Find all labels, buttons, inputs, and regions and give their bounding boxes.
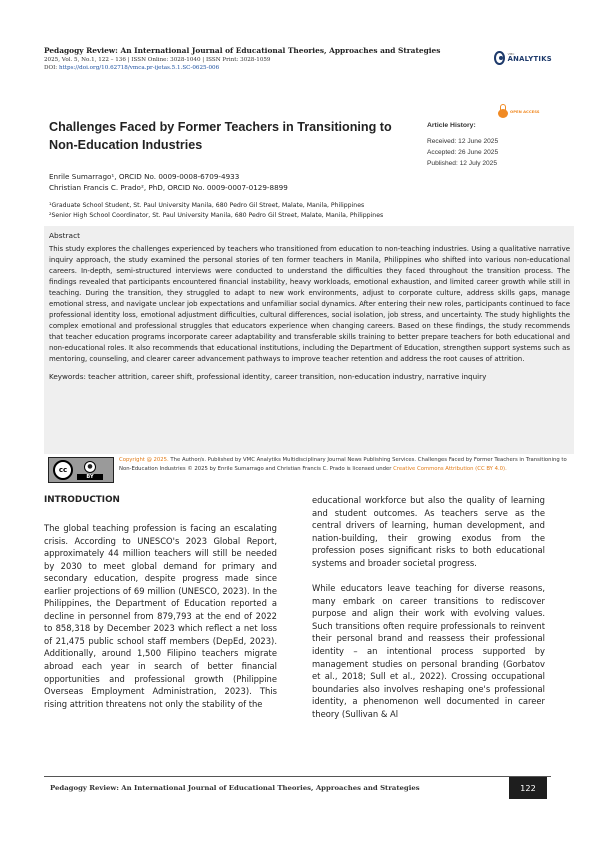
- affiliation-2: ²Senior High School Coordinator, St. Paul University Manila, 680 Pedro Gil Street, Malate, Manila, Philippines: [49, 212, 384, 219]
- article-history: [427, 120, 567, 169]
- copyright-label: Copyright @ 2025.: [119, 457, 169, 463]
- journal-meta: 2025, Vol. 5, No.1, 122 – 136 | ISSN Online: 3028-1040 | ISSN Print: 3028-1059: [44, 57, 271, 63]
- introduction-heading: INTRODUCTION: [44, 495, 120, 505]
- journal-header: [44, 46, 484, 72]
- license-block: [44, 456, 574, 486]
- logo-mark-icon: [494, 51, 505, 65]
- intro-paragraph-1: The global teaching profession is facing an escalating crisis. According to UNESCO's 2023 Global Report, approximately 44 million teachers will still be needed by 2030 to meet global demand for primary and secondary education, despite progress made since earlier projections of 69 million (UNESCO, 2023). In the Philippines, the Department of Education reported a decline in personnel from 879,793 at the end of 2022 to 858,318 by December 2023 which reflect a net loss of 21,475 public school staff members (DepEd, 2023). Additionally, around 1,500 Filipino teachers migrate abroad each year in search of better financial opportunities and professional growth (Philippine Overseas Employment Administration, 2023). This rising attrition threatens not only the stability of the: [44, 523, 277, 709]
- open-access-label: OPEN ACCESS: [510, 108, 540, 114]
- affiliation-1: ¹Graduate School Student, St. Paul University Manila, 680 Pedro Gil Street, Malate, Manila, Philippines: [49, 202, 365, 209]
- logo-name: ANALYTIKS: [507, 55, 552, 64]
- publisher-logo: [494, 50, 552, 66]
- author-1: Enrile Sumarrago¹, ORCID No. 0009-0008-6709-4933: [49, 172, 240, 181]
- history-accepted: Accepted: 26 June 2025: [427, 149, 499, 156]
- logo-small-text: VMC: [507, 52, 515, 57]
- journal-doi: [44, 64, 484, 72]
- cc-by-badge[interactable]: [48, 457, 114, 483]
- author-2: Christian Francis C. Prado², PhD, ORCID No. 0009-0007-0129-8899: [49, 182, 288, 192]
- abstract-text: This study explores the challenges experienced by teachers who transitioned from education to non-teaching industries. Using a qualitative narrative inquiry approach, the study examined the personal stories of ten former teachers in Manila, Philippines who shifted into various non-educational careers. In-depth, semi-structured interviews were conducted to understand the difficulties they faced throughout the transition process. The findings revealed that participants encountered financial instability, heavy workloads, emotional exhaustion, and limited career growth while still in teaching. During the transition, they struggled to adapt to new work environments, adjust to corporate culture, address skills gaps, manage emotional stress, and navigate unclear job expectations and unfamiliar social dynamics. After entering their new roles, participants continued to face professional identity loss, emotional adjustment difficulties, cultural differences, social isolation, job stress, and uncertainty. The study highlights the complex emotional and professional struggles that educators experience when changing careers. Based on these findings, the study recommends that teacher education programs incorporate career adaptability and transferable skills training to better prepare teachers for both educational and non-educational roles. It also recommends that educational institutions, including the Department of Education, strengthen support systems such as mentoring, counseling, and clearer career advancement pathways to improve teacher retention and address the root causes of attrition.: [49, 245, 570, 363]
- doi-label: DOI:: [44, 65, 58, 71]
- open-lock-icon: [498, 104, 508, 118]
- attribution-person-icon: ●: [84, 461, 96, 473]
- open-access-badge: [498, 104, 540, 118]
- paper-title: Challenges Faced by Former Teachers in Transitioning to Non-Education Industries: [49, 120, 392, 152]
- license-body: The Author/s. Published by VMC Analytiks Multidisciplinary Journal News Publishing Services. Challenges Faced by Former Teachers in Transitioning to Non-Education Industries © 2025 by Enrile Sumarrago and Christian Francis C. Prado is licensed under: [119, 457, 567, 472]
- affiliation-list: [49, 201, 569, 221]
- history-heading: Article History:: [427, 122, 476, 129]
- cc-icon: cc: [53, 460, 73, 480]
- intro-paragraph-1-continued: educational workforce but also the quality of learning and student outcomes. As teachers serve as the central drivers of learning, human development, and nation-building, their growing exodus from the profession poses significant risks to both educational systems and broader societal progress.: [312, 495, 545, 568]
- author-list: [49, 172, 549, 193]
- intro-paragraph-2: While educators leave teaching for diverse reasons, many embark on career transitions to rediscover purpose and align their work with evolving values. Such transitions often require professionals to reinvent their personal brand and reassess their professional identity – an intentional process supported by management studies on personal branding (Gorbatov et al., 2018; Sull et al., 2022). Crossing occupational boundaries also involves reshaping one's professional identity, a phenomenon well documented in career theory (Sullivan & Al: [312, 583, 545, 719]
- footer-divider: [44, 776, 551, 777]
- page-number: 122: [509, 777, 547, 799]
- abstract-box: [44, 226, 574, 454]
- license-text: [119, 456, 574, 473]
- journal-title: Pedagogy Review: An International Journal of Educational Theories, Approaches and Strategies: [44, 46, 441, 55]
- keywords: Keywords: teacher attrition, career shift, professional identity, career transition, non-education industry, narrative inquiry: [49, 372, 487, 381]
- body-column-right: [312, 494, 545, 720]
- body-column-left: [44, 494, 277, 710]
- license-link[interactable]: Creative Commons Attribution (CC BY 4.0).: [393, 465, 507, 472]
- footer-journal-name: Pedagogy Review: An International Journal of Educational Theories, Approaches and Strategies: [50, 784, 420, 792]
- history-received: Received: 12 June 2025: [427, 138, 499, 145]
- doi-link[interactable]: https://doi.org/10.62718/vmca.pr-ijetas.5.1.SC-0625-006: [58, 65, 220, 71]
- by-label: BY: [77, 474, 103, 480]
- history-published: Published: 12 July 2025: [427, 160, 498, 167]
- abstract-heading: Abstract: [49, 231, 81, 240]
